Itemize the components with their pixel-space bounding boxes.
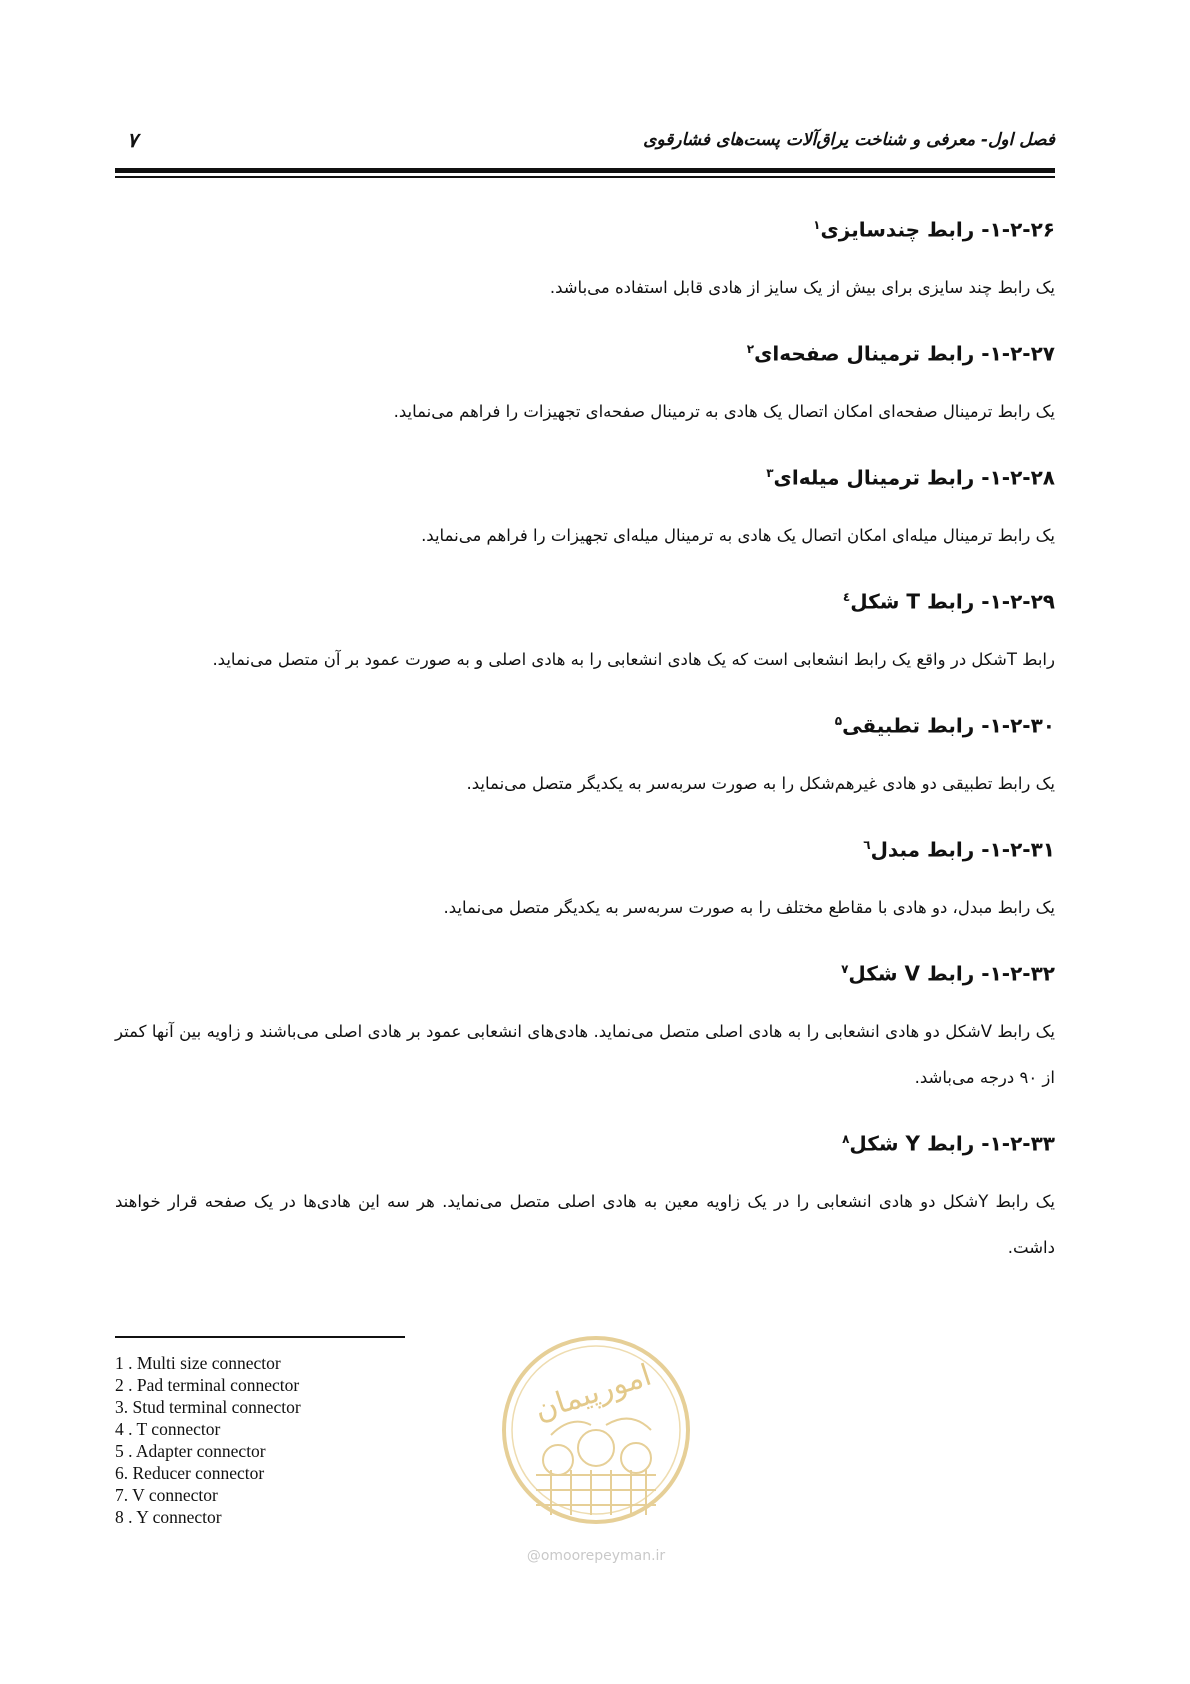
section-heading: ۱-۲-۲۸- رابط ترمینال میله‌ای$^۳$ — [766, 465, 1055, 490]
section-paragraph: یک رابط مبدل، دو هادی با مقاطع مختلف را به صورت سربه‌سر به یکدیگر متصل می‌نماید. — [443, 898, 1055, 917]
section-33 — [115, 1119, 1055, 1271]
main-content — [115, 205, 1055, 1289]
section-30 — [115, 701, 1055, 807]
footnote-item: 6. Reducer connector — [115, 1463, 265, 1483]
footnote-divider — [115, 1336, 405, 1338]
watermark-url: @omoorepeyman.ir — [526, 1548, 666, 1564]
header-rule — [115, 168, 1055, 173]
footnote-item: 4 . T connector — [115, 1419, 221, 1439]
watermark-logo — [496, 1330, 696, 1530]
section-heading: ۱-۲-۲۶- رابط چندسایزی$^۱$ — [813, 217, 1055, 242]
footnote-ref: ۷ — [841, 962, 849, 976]
watermark-text: امورپیمان — [530, 1357, 656, 1429]
footnote-item: 3. Stud terminal connector — [115, 1397, 301, 1417]
section-heading: ۱-۲-۳۳- رابط Y شکل$^۸$ — [842, 1131, 1055, 1156]
section-heading: ۱-۲-۲۹- رابط T شکل$^٤$ — [842, 589, 1055, 614]
section-heading: ۱-۲-۳۰- رابط تطبیقی$^۵$ — [834, 713, 1055, 738]
footnote-item: 5 . Adapter connector — [115, 1441, 266, 1461]
footnote-ref: ٦ — [863, 838, 871, 852]
footnote-item: 7. V connector — [115, 1485, 218, 1505]
footnote-ref: ۱ — [813, 218, 821, 232]
section-paragraph: رابط Tشکل در واقع یک رابط انشعابی است که یک هادی انشعابی را به هادی اصلی و به صورت عمود بر آن متصل می‌نماید. — [212, 650, 1055, 669]
footnote-ref: ۳ — [766, 466, 774, 480]
section-29 — [115, 577, 1055, 683]
section-heading: ۱-۲-۳۲- رابط V شکل$^۷$ — [841, 961, 1055, 986]
section-paragraph: یک رابط ترمینال میله‌ای امکان اتصال یک هادی به ترمینال میله‌ای تجهیزات را فراهم می‌نماید. — [421, 526, 1055, 545]
footnote-item: 2 . Pad terminal connector — [115, 1375, 300, 1395]
section-paragraph: یک رابط Vشکل دو هادی انشعابی را به هادی اصلی متصل می‌نماید. هادی‌های انشعابی عمود بر هادی اصلی می‌باشند و زاویه بین آنها کمتر از ۹۰ درجه می‌باشد. — [115, 1022, 1055, 1087]
footnote-ref: ٤ — [842, 590, 851, 604]
section-paragraph: یک رابط Yشکل دو هادی انشعابی را در یک زاویه معین به هادی اصلی متصل می‌نماید. هر سه این هادی‌ها در یک صفحه قرار خواهند داشت. — [115, 1192, 1055, 1257]
chapter-title: فصل اول- معرفی و شناخت یراق‌آلات پست‌های فشارقوی — [643, 130, 1055, 150]
footnotes-list — [115, 1352, 301, 1528]
footnote-item: 1 . Multi size connector — [115, 1353, 281, 1373]
section-28 — [115, 453, 1055, 559]
section-paragraph: یک رابط ترمینال صفحه‌ای امکان اتصال یک هادی به ترمینال صفحه‌ای تجهیزات را فراهم می‌نماید. — [393, 402, 1055, 421]
page-header — [115, 120, 1055, 180]
footnote-ref: ۵ — [834, 714, 843, 728]
section-paragraph: یک رابط تطبیقی دو هادی غیرهم‌شکل را به صورت سربه‌سر به یکدیگر متصل می‌نماید. — [466, 774, 1055, 793]
footnote-item: 8 . Y connector — [115, 1507, 222, 1527]
page-number: ۷ — [127, 128, 138, 152]
section-32 — [115, 949, 1055, 1101]
section-heading: ۱-۲-۲۷- رابط ترمینال صفحه‌ای$^۲$ — [746, 341, 1055, 366]
footnote-ref: ۲ — [746, 342, 755, 356]
header-rule-thin — [115, 176, 1055, 178]
footnote-ref: ۸ — [842, 1132, 850, 1146]
section-paragraph: یک رابط چند سایزی برای بیش از یک سایز از هادی قابل استفاده می‌باشد. — [549, 278, 1055, 297]
section-27 — [115, 329, 1055, 435]
section-31 — [115, 825, 1055, 931]
section-26 — [115, 205, 1055, 311]
section-heading: ۱-۲-۳۱- رابط مبدل$^٦$ — [863, 837, 1055, 862]
